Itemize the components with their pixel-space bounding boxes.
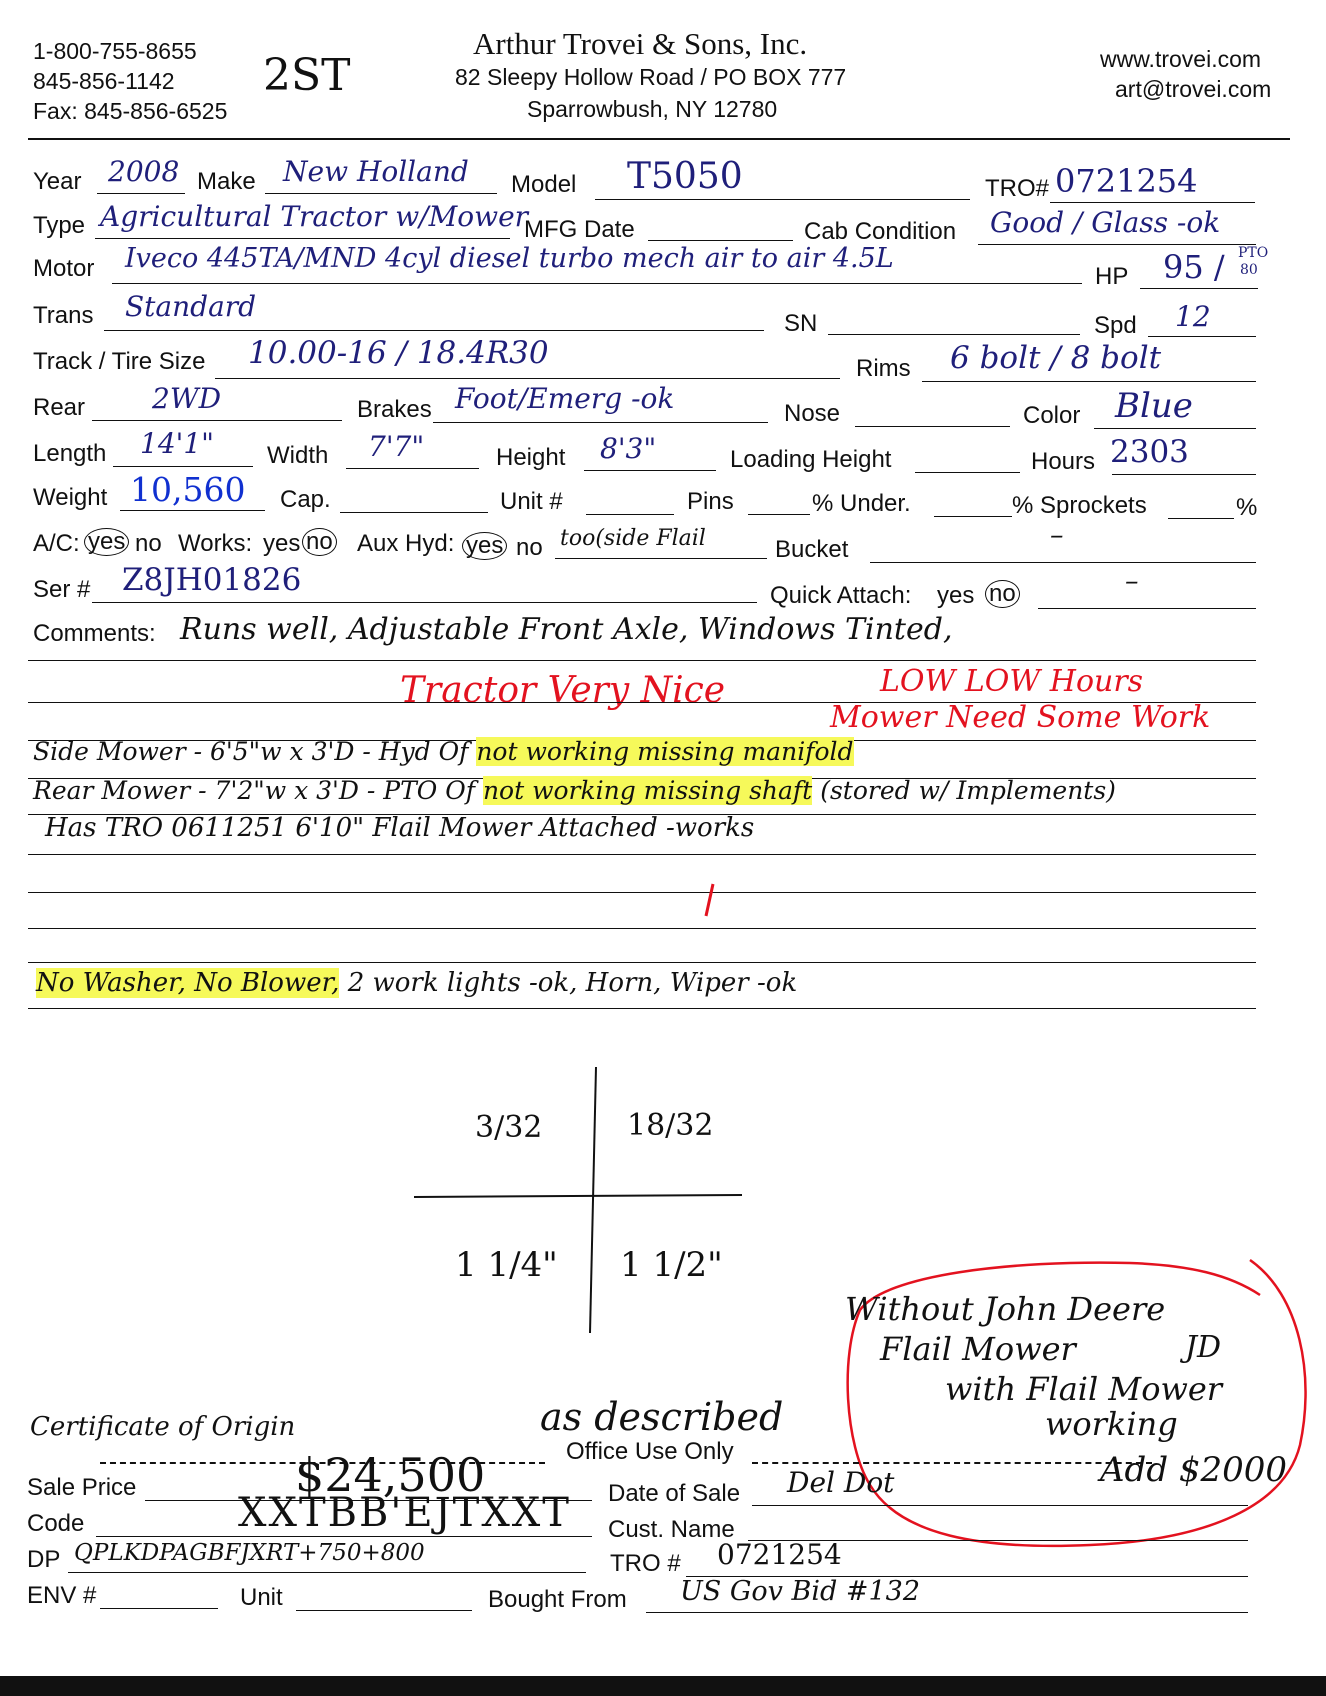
value-tro: 0721254	[1055, 162, 1198, 200]
label-pins: Pins	[687, 488, 734, 515]
label-motor: Motor	[33, 255, 95, 282]
label-ac: A/C:	[33, 530, 80, 557]
circled-note-1: Without John Deere	[845, 1290, 1166, 1328]
value-color: Blue	[1115, 386, 1193, 426]
comment-line-1: Runs well, Adjustable Front Axle, Windows Tinted,	[180, 612, 953, 647]
label-model: Model	[511, 171, 577, 198]
label-hours: Hours	[1031, 448, 1096, 475]
comment-red-3: Mower Need Some Work	[830, 700, 1211, 735]
label-pct-sprockets: % Sprockets	[1012, 492, 1147, 519]
label-length: Length	[33, 440, 107, 467]
certificate-of-origin-note: Certificate of Origin	[30, 1412, 296, 1442]
red-tick-mark	[700, 880, 720, 920]
address-line-1: 82 Sleepy Hollow Road / PO BOX 777	[455, 64, 847, 90]
circled-note-2: Flail Mower	[880, 1330, 1076, 1368]
label-env: ENV #	[27, 1582, 97, 1609]
value-hp: 95 /	[1163, 248, 1225, 286]
label-bought-from: Bought From	[488, 1586, 627, 1613]
label-spd: Spd	[1094, 312, 1137, 339]
value-motor: Iveco 445TA/MND 4cyl diesel turbo mech air to air 4.5L	[125, 243, 894, 274]
label-comments: Comments:	[33, 620, 156, 647]
label-year: Year	[33, 168, 82, 195]
value-rear: 2WD	[152, 382, 222, 415]
label-color: Color	[1023, 402, 1081, 429]
value-track-tire: 10.00-16 / 18.4R30	[248, 335, 549, 371]
value-height: 8'3"	[600, 432, 657, 465]
value-year: 2008	[108, 155, 180, 188]
label-pct-under: % Under.	[812, 490, 911, 517]
label-track-tire: Track / Tire Size	[33, 348, 206, 375]
comment-rear-mower: Rear Mower - 7'2"w x 3'D - PTO Of not working missing shaft (stored w/ Implements)	[33, 776, 1116, 805]
aux-hyd-note: too(side Flail	[560, 526, 706, 551]
label-unit: Unit	[240, 1584, 283, 1611]
value-bought-from: US Gov Bid #132	[680, 1576, 920, 1607]
value-dp: QPLKDPAGBFJXRT+750+800	[74, 1540, 425, 1566]
as-described-note: as described	[540, 1395, 784, 1439]
circled-note-6: Add $2000	[1100, 1450, 1288, 1490]
value-quick-attach: –	[1125, 566, 1139, 597]
comment-side-mower: Side Mower - 6'5"w x 3'D - Hyd Of not working missing manifold	[33, 737, 854, 766]
comment-red-2: LOW LOW Hours	[880, 664, 1144, 699]
value-cab-condition: Good / Glass -ok	[990, 206, 1221, 239]
label-sale-price: Sale Price	[27, 1474, 137, 1501]
label-rear: Rear	[33, 394, 86, 421]
value-trans: Standard	[125, 290, 257, 323]
label-nose: Nose	[784, 400, 841, 427]
ac-yes-circled: yes	[84, 528, 129, 556]
phone-1: 1-800-755-8655	[33, 38, 197, 64]
label-ser: Ser #	[33, 576, 91, 603]
label-works: Works:	[178, 530, 253, 557]
label-tro: TRO#	[985, 175, 1050, 202]
value-tro-2: 0721254	[717, 1538, 842, 1571]
value-rims: 6 bolt / 8 bolt	[950, 340, 1162, 376]
label-weight: Weight	[33, 484, 108, 511]
website: www.trovei.com	[1100, 46, 1262, 72]
tread-grid-lines	[410, 1065, 750, 1335]
value-brakes: Foot/Emerg -ok	[455, 382, 675, 415]
quick-attach-no-circled: no	[985, 580, 1020, 608]
label-dp: DP	[27, 1546, 61, 1573]
company-name: Arthur Trovei & Sons, Inc.	[473, 26, 808, 61]
label-mfg-date: MFG Date	[524, 216, 635, 243]
circled-note-5: working	[1045, 1405, 1178, 1443]
label-code: Code	[27, 1510, 85, 1537]
label-quick-attach: Quick Attach:	[770, 582, 912, 609]
value-model: T5050	[627, 156, 743, 197]
value-spd: 12	[1175, 300, 1211, 333]
works-yes: yes	[263, 530, 301, 557]
value-width: 7'7"	[368, 430, 425, 463]
tread-top-left: 3/32	[475, 1110, 543, 1145]
label-rims: Rims	[856, 355, 911, 382]
circled-note-3: JD	[1185, 1330, 1222, 1365]
comment-flail: Has TRO 0611251 6'10" Flail Mower Attached -works	[45, 813, 755, 843]
label-height: Height	[496, 444, 566, 471]
label-width: Width	[267, 442, 329, 469]
label-loading-height: Loading Height	[730, 446, 892, 473]
email: art@trovei.com	[1115, 76, 1272, 102]
circled-note-4: with Flail Mower	[945, 1370, 1223, 1408]
value-date-of-sale: Del Dot	[787, 1466, 895, 1499]
comment-red-1: Tractor Very Nice	[400, 670, 726, 711]
label-bucket: Bucket	[775, 536, 849, 563]
tread-bottom-left: 1 1/4"	[455, 1245, 558, 1285]
aux-hyd-no: no	[516, 534, 543, 561]
value-bucket: –	[1050, 520, 1064, 551]
label-cap: Cap.	[280, 486, 331, 513]
value-hours: 2303	[1110, 434, 1189, 470]
label-sn: SN	[784, 310, 818, 337]
label-aux-hyd: Aux Hyd:	[357, 530, 455, 557]
header-divider	[28, 138, 1290, 140]
label-cust-name: Cust. Name	[608, 1516, 735, 1543]
quick-attach-yes: yes	[937, 582, 975, 609]
label-cab-condition: Cab Condition	[804, 218, 957, 245]
fax-number: Fax: 845-856-6525	[33, 98, 228, 124]
office-dashes-right	[752, 1462, 1152, 1464]
label-tro-2: TRO #	[610, 1550, 681, 1577]
tread-bottom-right: 1 1/2"	[620, 1245, 723, 1285]
label-date-of-sale: Date of Sale	[608, 1480, 741, 1507]
value-ser: Z8JH01826	[122, 562, 302, 598]
value-hp-pto: 80	[1240, 262, 1258, 278]
works-no-circled: no	[302, 528, 337, 556]
value-sale-price: $24,500	[295, 1448, 486, 1502]
address-line-2: Sparrowbush, NY 12780	[527, 96, 778, 122]
value-type: Agricultural Tractor w/Mower	[100, 200, 529, 233]
value-hp-pto-label: PTO	[1238, 245, 1269, 261]
ac-no: no	[135, 530, 162, 557]
value-make: New Holland	[283, 155, 469, 188]
label-office-use-only: Office Use Only	[566, 1438, 734, 1465]
label-hp: HP	[1095, 263, 1129, 290]
handwritten-code: 2ST	[263, 50, 351, 101]
comment-washer: No Washer, No Blower, 2 work lights -ok, Horn, Wiper -ok	[36, 968, 798, 998]
label-make: Make	[197, 168, 256, 195]
scan-bottom-edge	[0, 1676, 1326, 1696]
label-brakes: Brakes	[357, 396, 432, 423]
label-pct: %	[1236, 494, 1258, 521]
tread-top-right: 18/32	[627, 1108, 714, 1143]
value-length: 14'1"	[140, 427, 215, 460]
label-type: Type	[33, 212, 86, 239]
aux-hyd-yes-circled: yes	[462, 532, 507, 560]
label-trans: Trans	[33, 302, 94, 329]
value-weight: 10,560	[130, 470, 246, 509]
value-code: XXTBB'EJTXXT	[238, 1490, 571, 1536]
phone-2: 845-856-1142	[33, 68, 175, 94]
label-unit-no: Unit #	[500, 488, 563, 515]
